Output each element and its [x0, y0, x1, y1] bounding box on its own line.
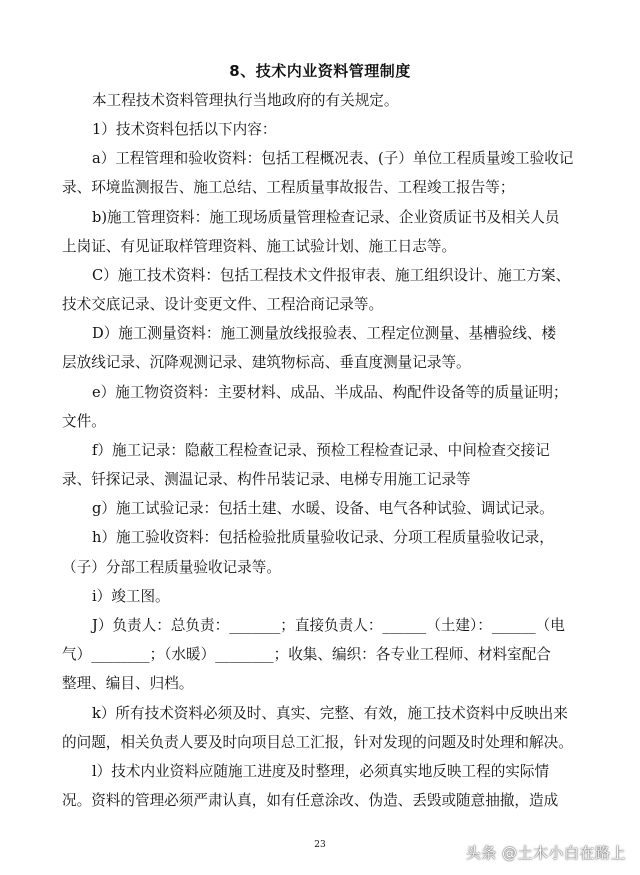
paragraph-line: 况。资料的管理必须严肃认真，如有任意涂改、伪造、丢毁或随意抽撤，造成 [62, 792, 559, 809]
paragraph-line: 的问题，相关负责人要及时向项目总工汇报，针对发现的问题及时处理和解决。 [62, 734, 573, 751]
paragraph-line: 上岗证、有见证取样管理资料、施工试验计划、施工日志等。 [62, 238, 457, 255]
paragraph-line: 气）________；（水暖）________；收集、编织：各专业工程师、材料室配合 [62, 646, 551, 663]
paragraph-line: J）负责人：总负责：_______；直接负责人：______（土建）：______（电 [92, 617, 565, 634]
paragraph-line: a）工程管理和验收资料：包括工程概况表、(子）单位工程质量竣工验收记 [92, 150, 574, 167]
paragraph-line: 技术交底记录、设计变更文件、工程洽商记录等。 [62, 296, 384, 313]
paragraph-line: 录、环境监测报告、施工总结、工程质量事故报告、工程竣工报告等； [62, 179, 515, 196]
paragraph-line: 文件。 [62, 413, 106, 430]
paragraph-line: g）施工试验记录：包括土建、水暖、设备、电气各种试验、调试记录。 [92, 500, 554, 517]
paragraph-line: f）施工记录：隐蔽工程检查记录、预检工程检查记录、中间检查交接记 [92, 442, 550, 459]
paragraph-line: e）施工物资资料：主要材料、成品、半成品、构配件设备等的质量证明； [92, 384, 568, 401]
paragraph-line: 本工程技术资料管理执行当地政府的有关规定。 [92, 92, 399, 109]
paragraph-line: i）竣工图。 [92, 588, 170, 605]
page-number: 23 [314, 840, 326, 850]
paragraph-line: （子）分部工程质量验收记录等。 [62, 559, 281, 576]
paragraph-line: 整理、编目、归档。 [62, 675, 194, 692]
paragraph-line: 层放线记录、沉降观测记录、建筑物标高、垂直度测量记录等。 [62, 354, 471, 371]
paragraph-line: h）施工验收资料：包括检验批质量验收记录、分项工程质量验收记录， [92, 529, 554, 546]
paragraph-line: D）施工测量资料：施工测量放线报验表、工程定位测量、基槽验线、楼 [92, 325, 557, 342]
watermark: 头条 @土木小白在路上 [465, 844, 626, 862]
paragraph-line: k）所有技术资料必须及时、真实、完整、有效，施工技术资料中反映出来 [92, 705, 568, 722]
paragraph-line: b)施工管理资料：施工现场质量管理检查记录、企业资质证书及相关人员 [92, 209, 560, 226]
paragraph-line: l）技术内业资料应随施工进度及时整理，必须真实地反映工程的实际情 [92, 763, 550, 780]
paragraph-line: 1）技术资料包括以下内容： [92, 121, 277, 138]
paragraph-line: C）施工技术资料：包括工程技术文件报审表、施工组织设计、施工方案、 [92, 267, 571, 284]
paragraph-line: 录、钎探记录、测温记录、构件吊装记录、电梯专用施工记录等 [62, 471, 471, 488]
section-title: 8、技术内业资料管理制度 [229, 62, 411, 80]
